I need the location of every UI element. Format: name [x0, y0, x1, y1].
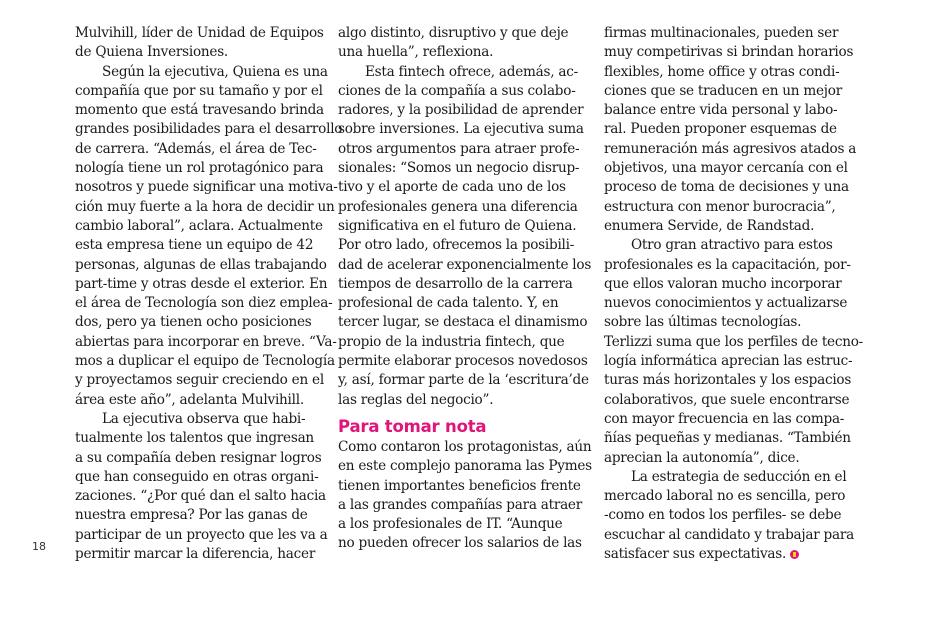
text-line [604, 526, 854, 545]
text-line-content: logía informática aprecian las estruc- [604, 353, 853, 370]
text-line [338, 496, 588, 515]
text-line-content: La estrategia de seducción en el [631, 468, 847, 485]
text-line [75, 545, 325, 564]
text-line-content: estructura con menor burocracia”, [604, 198, 836, 215]
text-line [338, 438, 592, 457]
text-line [75, 178, 338, 197]
text-line [338, 236, 588, 255]
text-line [604, 120, 854, 139]
text-line-content: de carrera. “Además, el área de Tec- [75, 140, 317, 157]
text-line [338, 313, 588, 332]
text-line-content: ral. Pueden proponer esquemas de [604, 121, 837, 138]
text-line [75, 217, 325, 236]
text-line-content: grandes posibilidades para el desarrollo [75, 121, 343, 138]
text-line [604, 391, 854, 410]
text-line-content: La ejecutiva observa que habi- [102, 410, 306, 427]
text-line [338, 333, 588, 352]
text-line-content: el área de Tecnología son diez emplea- [75, 295, 333, 312]
text-line [604, 24, 854, 43]
text-line [338, 294, 588, 313]
text-line [604, 333, 863, 352]
text-line [75, 468, 325, 487]
text-line-content: aprecian la autonomía”, dice. [604, 449, 800, 466]
text-line [604, 43, 854, 62]
text-line [604, 506, 854, 525]
text-line-content: permite elaborar procesos novedosos [338, 353, 588, 370]
text-line-content: esta empresa tiene un equipo de 42 [75, 237, 314, 254]
text-line-content: tercer lugar, se destaca el dinamismo [338, 314, 588, 331]
text-line [604, 468, 854, 487]
text-line [75, 198, 335, 217]
text-line-content: muy competirivas si brindan horarios [604, 44, 854, 61]
text-line [338, 457, 592, 476]
text-line [75, 313, 325, 332]
text-line [338, 515, 588, 534]
text-line [338, 352, 588, 371]
text-line [75, 526, 328, 545]
text-line [604, 178, 854, 197]
text-line-content: dad de acelerar exponencialmente los [338, 256, 592, 273]
text-line-content: una huella”, reflexiona. [338, 44, 494, 61]
text-line-content: en este complejo panorama las Pymes [338, 458, 592, 475]
text-line [75, 101, 325, 120]
text-line-content: profesionales es la capacitación, por- [604, 256, 851, 273]
text-line [338, 198, 588, 217]
text-line [75, 256, 325, 275]
text-line [338, 63, 588, 82]
text-line-content: profesionales genera una diferencia [338, 198, 578, 215]
text-line-content: significativa en el futuro de Quiena. [338, 217, 577, 234]
text-line-content: Terlizzi suma que los perfiles de tecno- [604, 333, 863, 350]
text-line-content: participar de un proyecto que les va a [75, 526, 328, 543]
text-line-content: enumera Servide, de Randstad. [604, 217, 815, 234]
text-line [604, 217, 854, 236]
text-line [604, 256, 854, 275]
text-line [604, 236, 854, 255]
text-line-content: a los profesionales de IT. “Aunque [338, 516, 563, 533]
section-heading: Para tomar nota [338, 416, 487, 436]
text-line [604, 198, 854, 217]
text-line [338, 101, 588, 120]
text-line-content: -como en todos los perfiles- se debe [604, 507, 842, 524]
text-line-content: a su compañía deben resignar logros [75, 449, 322, 466]
text-line [604, 449, 854, 468]
text-line-content: compañía que por su tamaño y por el [75, 82, 323, 99]
text-line-content: sobre las últimas tecnologías. [604, 314, 802, 331]
text-line [75, 159, 325, 178]
text-line-content: flexibles, home office y otras condi- [604, 63, 840, 80]
text-line [604, 82, 854, 101]
text-line [75, 391, 325, 410]
text-line-content: sobre inversiones. La ejecutiva suma [338, 121, 584, 138]
text-line-content: escuchar al candidato y trabajar para [604, 526, 854, 543]
text-line-content: balance entre vida personal y labo- [604, 102, 838, 119]
text-line [75, 275, 328, 294]
text-line [338, 477, 588, 496]
text-line [75, 140, 325, 159]
text-line-content: nuestra empresa? Por las ganas de [75, 507, 308, 524]
text-line [604, 371, 854, 390]
text-line-content: Por otro lado, ofrecemos la posibili- [338, 237, 575, 254]
text-line-content: propio de la industria fintech, que [338, 333, 565, 350]
text-line [75, 449, 325, 468]
text-line [338, 24, 588, 43]
article-column-3 [604, 24, 863, 564]
text-line [75, 63, 328, 82]
text-line-content: tienen importantes beneficios frente [338, 477, 581, 494]
text-line-content: las reglas del negocio”. [338, 391, 494, 408]
text-line-content: radores, y la posibilidad de aprender [338, 102, 584, 119]
text-line-content: nosotros y puede significar una motiva- [75, 179, 338, 196]
text-line [338, 275, 588, 294]
text-line [338, 391, 588, 410]
text-line [338, 159, 588, 178]
text-line-content: zaciones. “¿Por qué dan el salto hacia [75, 488, 326, 505]
text-line [604, 487, 854, 506]
text-line-content: proceso de toma de decisiones y una [604, 179, 849, 196]
text-line-content: ñías pequeñas y medianas. “También [604, 430, 851, 447]
text-line-content: Otro gran atractivo para estos [631, 237, 833, 254]
text-line [338, 217, 588, 236]
text-line [75, 82, 325, 101]
text-line [604, 429, 854, 448]
text-line-content: sionales: “Somos un negocio disrup- [338, 160, 580, 177]
text-line-content: turas más horizontales y los espacios [604, 372, 852, 389]
page-number: 18 [32, 540, 46, 553]
text-line-content: Según la ejecutiva, Quiena es una [102, 63, 328, 80]
text-line-content: permitir marcar la diferencia, hacer [75, 546, 316, 563]
text-line [604, 410, 854, 429]
text-line-content: dos, pero ya tienen ocho posiciones [75, 314, 312, 331]
text-line-content: que han conseguido en otras organi- [75, 468, 319, 485]
text-line-content: otros argumentos para atraer profe- [338, 140, 580, 157]
text-line [338, 43, 588, 62]
text-line-content: con mayor frecuencia en las compa- [604, 410, 845, 427]
article-column-1 [75, 24, 343, 564]
text-line-content: mos a duplicar el equipo de Tecnología [75, 353, 335, 370]
text-line [75, 43, 325, 62]
text-line [604, 294, 854, 313]
text-line-content: ciones de la compañía a sus colabo- [338, 82, 576, 99]
text-line-content: ción muy fuerte a la hora de decidir un [75, 198, 335, 215]
text-line-content: tiempos de desarrollo de la carrera [338, 275, 573, 292]
text-line [75, 506, 325, 525]
text-line [75, 487, 325, 506]
text-line-content: Como contaron los protagonistas, aún [338, 438, 592, 455]
text-line-content: satisfacer sus expectativas. [604, 546, 787, 563]
text-line [75, 24, 325, 43]
text-line-content: remuneración más agresivos atados a [604, 140, 857, 157]
text-line-content: cambio laboral”, aclara. Actualmente [75, 217, 323, 234]
text-line [604, 140, 857, 159]
text-line-content: de Quiena Inversiones. [75, 44, 228, 61]
text-line [338, 256, 592, 275]
text-line-content: mercado laboral no es sencilla, pero [604, 488, 846, 505]
text-line [75, 371, 325, 390]
text-line-content: colaborativos, que suele encontrarse [604, 391, 850, 408]
text-line [338, 120, 588, 139]
text-line [75, 352, 335, 371]
text-line-content: profesional de cada talento. Y, en [338, 295, 559, 312]
text-line-content: part-time y otras desde el exterior. En [75, 275, 328, 292]
text-line [75, 410, 325, 429]
text-line [604, 545, 854, 564]
text-line [604, 313, 854, 332]
text-line-content: objetivos, una mayor cercanía con el [604, 160, 848, 177]
text-line [338, 534, 588, 553]
text-line-content: tivo y el aporte de cada uno de los [338, 179, 566, 196]
text-line [75, 429, 325, 448]
text-line-content: que ellos valoran mucho incorporar [604, 275, 842, 292]
text-line-content: abiertas para incorporar en breve. “Va- [75, 333, 337, 350]
article-column-2 [338, 24, 592, 554]
text-line-content: y proyectamos seguir creciendo en el [75, 372, 324, 389]
text-line [604, 352, 854, 371]
text-line [338, 178, 588, 197]
text-line [338, 371, 588, 390]
text-line-content: ciones que se traducen en un mejor [604, 82, 842, 99]
text-line-content: a las grandes compañías para atraer [338, 496, 582, 513]
text-line-content: nuevos conocimientos y actualizarse [604, 295, 848, 312]
text-line [338, 140, 588, 159]
text-line-content: no pueden ofrecer los salarios de las [338, 535, 582, 552]
text-line [604, 101, 854, 120]
text-line [604, 275, 854, 294]
text-line-content: personas, algunas de ellas trabajando [75, 256, 327, 273]
text-line [338, 82, 588, 101]
text-line [75, 294, 333, 313]
text-line [604, 159, 854, 178]
text-line-content: algo distinto, disruptivo y que deje [338, 25, 569, 41]
end-of-article-icon [790, 550, 799, 559]
text-line-content: Mulvihill, líder de Unidad de Equipos [75, 25, 324, 41]
text-line [75, 236, 325, 255]
text-line-content: tualmente los talentos que ingresan [75, 430, 314, 447]
text-line-content: Esta fintech ofrece, además, ac- [365, 63, 578, 80]
text-line-content: nología tiene un rol protagónico para [75, 160, 324, 177]
text-line-content: área este año”, adelanta Mulvihill. [75, 391, 304, 408]
text-line [604, 63, 854, 82]
text-line-content: y, así, formar parte de la ‘escritura’de [338, 372, 589, 389]
text-line-content: firmas multinacionales, pueden ser [604, 25, 839, 41]
text-line [75, 333, 337, 352]
text-line [75, 120, 343, 139]
text-line-content: momento que está travesando brinda [75, 102, 324, 119]
